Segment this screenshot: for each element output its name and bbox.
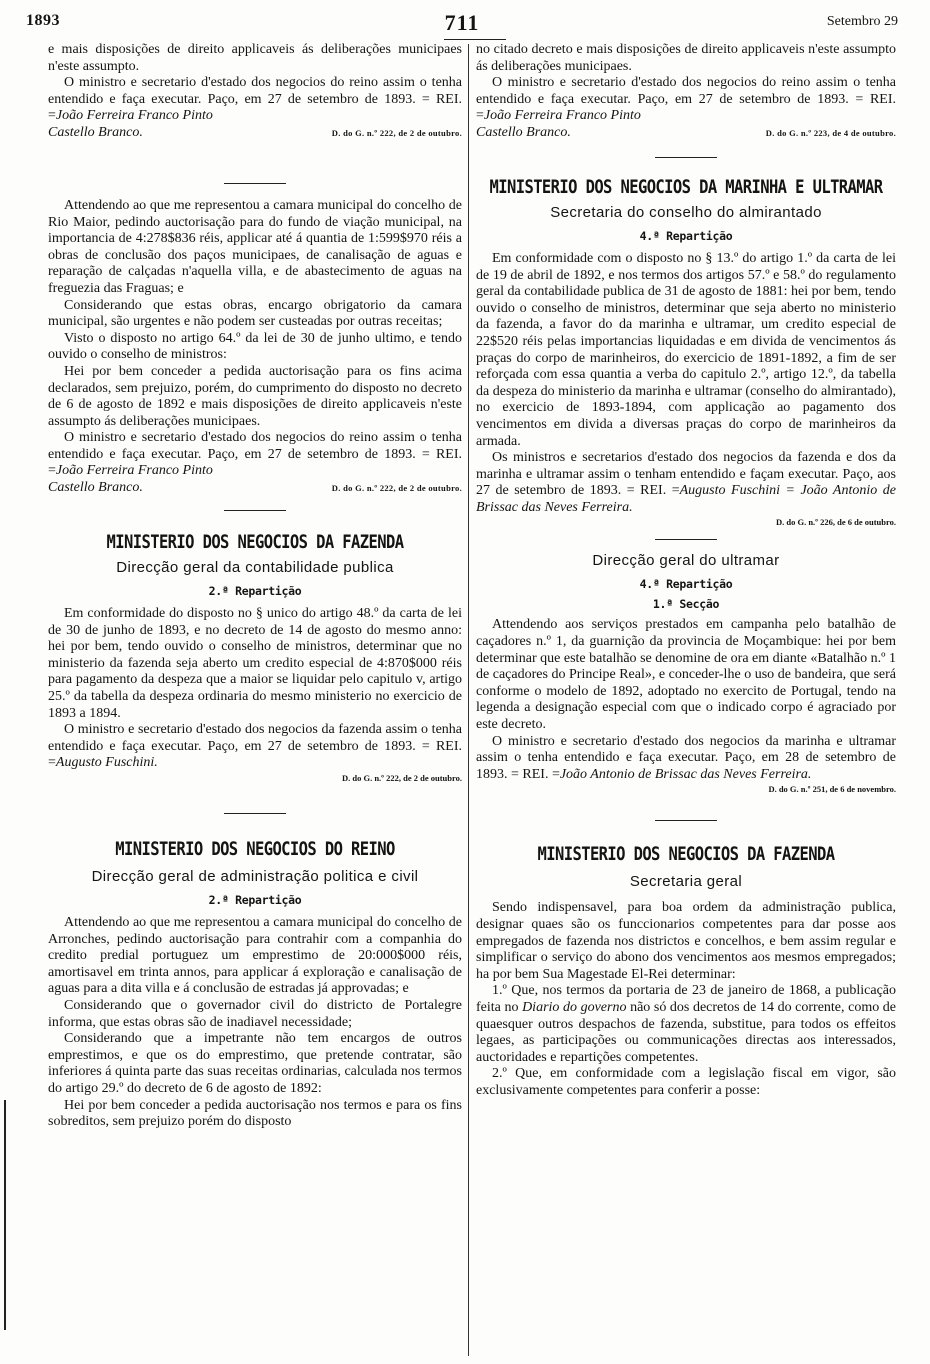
source-citation: D. do G. n.º 222, de 2 de outubro. — [331, 127, 462, 138]
signature-line — [476, 125, 896, 141]
signature-line — [48, 480, 462, 496]
page-edge-mark — [4, 1100, 6, 1330]
paragraph — [476, 734, 896, 784]
signature: João Ferreira Franco Pinto — [483, 108, 641, 124]
paragraph: Visto o disposto no artigo 64.º da lei de 30 de junho ultimo, e tendo ouvido o conselho de ministros: — [48, 330, 462, 363]
signature: Castello Branco. — [48, 124, 143, 140]
header-rule — [444, 39, 506, 40]
right-column — [476, 42, 896, 1360]
signature-line — [48, 125, 462, 141]
signature: Castello Branco. — [48, 480, 143, 496]
paragraph-text: O ministro e secretario d'estado dos negocios da fazenda assim o tenha entendido e faça executar. Paço, em 27 de setembro de 1893. = REI. = — [48, 722, 462, 771]
source-citation: D. do G. n.º 226, de 6 de outubro. — [775, 517, 896, 528]
paragraph-text: O ministro e secretario d'estado dos negocios da marinha e ultramar assim o tenha entendido e faça executar. Paço, em 28 de setembro de 1893. = REI. = — [476, 733, 896, 782]
signature: João Antonio de Brissac das Neves Ferreira. — [559, 766, 812, 782]
paragraph — [476, 450, 896, 516]
section-subheading: Direcção geral de administração politica e civil — [91, 868, 419, 885]
paragraph — [48, 75, 462, 125]
paragraph-text: O ministro e secretario d'estado dos negocios do reino assim o tenha entendido e faça executar. Paço, em 27 de setembro de 1893. = REI. = — [476, 75, 896, 124]
paragraph: e mais disposições de direito applicaveis ás deliberações municipaes n'este assumpto. — [48, 42, 462, 74]
paragraph: Em conformidade do disposto no § unico do artigo 48.º da carta de lei de 30 de junho de 1893, e no decreto de 14 de agosto do mesmo anno: hei por bem, tendo ouvido o conselho de ministros, determinar que no ministerio da fazenda seja aberto um credito especial de 4:870$000 réis para pagamento da despeza que a maior se liquidar pelo capitulo v, artigo 25.º da tabella da despeza ordinaria do mesmo ministerio no exercicio de 1893 a 1894. — [48, 606, 462, 721]
source-citation: D. do G. n.º 222, de 2 de outubro. — [331, 483, 462, 494]
section-subheading: Secretaria do conselho do almirantado — [550, 203, 822, 221]
paragraph-text: O ministro e secretario d'estado dos negocios do reino assim o tenha entendido e faça executar. Paço, em 27 de setembro de 1893. = REI. = — [48, 430, 462, 479]
ministry-heading: MINISTERIO DOS NEGOCIOS DA FAZENDA — [106, 531, 404, 553]
paragraph — [476, 75, 896, 125]
italic-title: Diario do governo — [522, 999, 627, 1015]
ministry-heading: MINISTERIO DOS NEGOCIOS DO REINO — [115, 838, 395, 860]
paragraph: Considerando que a impetrante não tem encargos de outros emprestimos, e que os do emprestimo, que pretende contratar, são inferiores á quinta parte das suas receitas ordinarias, calculada nos termos do artigo 29.º do decreto de 6 de agosto de 1892: — [48, 1031, 462, 1096]
signature: João Ferreira Franco Pinto — [55, 463, 213, 479]
paragraph-text: O ministro e secretario d'estado dos negocios do reino assim o tenha entendido e faça executar. Paço, em 27 de setembro de 1893. = REI. = — [48, 75, 462, 124]
source-citation: D. do G. n.º 223, de 4 de outubro. — [765, 127, 896, 138]
header-page-number: 711 — [444, 10, 480, 35]
paragraph — [48, 430, 462, 480]
paragraph: Em conformidade com o disposto no § 13.º do artigo 1.º da carta de lei de 19 de abril de 1892, e nos termos dos artigos 57.º e 58.º do regulamento geral da contabilidade publica de 31 de agosto de 1881: hei por bem, tendo ouvido o conselho de ministros, determinar que seja aberto no ministerio da fazenda, a favor do da marinha e ultramar, um credito especial de 22$520 réis pelas importancias liquidadas e em divida de vencimentos ás praças do corpo de marinheiros, do exercicio de 1891-1892, a fim de ser reforçada com essa quantia a verba do capitulo 2.º, artigo 12.º, da tabella da despeza do ministerio da marinha e ultramar (conselho do almirantado), no exercicio de 1893-1894, com applicação ao pagamento dos vencimentos em divida a diversas praças do corpo de marinheiros da armada. — [476, 250, 896, 449]
section-subheading: Direcção geral do ultramar — [592, 552, 780, 570]
repartition-heading: 2.ª Repartição — [208, 893, 302, 907]
paragraph: Sendo indispensavel, para boa ordem da administração publica, designar quaes são os funccionarios competentes para dar posse aos empregados de fazenda nos districtos e concelhos, e bem assim regular e simplificar o serviço do abono dos vencimentos aos mesmos empregados; ha por bem Sua Magestade El-Rei determinar: — [476, 900, 896, 982]
left-column — [48, 42, 462, 1360]
section-subheading: Direcção geral da contabilidade publica — [116, 559, 394, 577]
paragraph: Hei por bem conceder a pedida auctorisação para os fins acima declarados, sem prejuizo, porém, do cumprimento do disposto no decreto de 6 de agosto de 1892 e mais disposições de direito applicaveis n'este assumpto ás deliberações municipaes. — [48, 363, 462, 429]
repartition-heading: 4.ª Repartição — [639, 228, 733, 243]
paragraph: Hei por bem conceder a pedida auctorisação nos termos e para os fins sobreditos, sem prejuizo porém do disposto — [48, 1097, 462, 1130]
signature: Augusto Fuschini = João Antonio de Brissac das Neves Ferreira. — [476, 483, 896, 515]
section-label: 1.ª Secção — [652, 597, 720, 612]
ministry-heading: MINISTERIO DOS NEGOCIOS DA FAZENDA — [537, 843, 835, 866]
header-year: 1893 — [26, 12, 60, 29]
paragraph-text: Os ministros e secretarios d'estado dos negocios da fazenda e dos da marinha e ultramar assim o tenham entendido e façam executar. Paço, aos 27 de setembro de 1893. = REI. = — [476, 450, 896, 499]
paragraph — [48, 722, 462, 772]
paragraph: Considerando que o governador civil do districto de Portalegre informa, que estas obras são de inadiavel necessidade; — [48, 997, 462, 1030]
header-date: Setembro 29 — [826, 14, 898, 29]
signature: Castello Branco. — [476, 124, 571, 140]
source-citation: D. do G. n.º 222, de 2 de outubro. — [341, 773, 462, 783]
paragraph-text: não só dos decretos de 14 do corrente, como de quaesquer outros despachos de fazenda, substitue, para todos os effeitos legaes, as participações ou communicações directas aos interessados, auctoridades e repartições competentes. — [476, 999, 896, 1065]
section-subheading: Secretaria geral — [629, 873, 743, 891]
repartition-heading: 4.ª Repartição — [639, 577, 733, 592]
repartition-heading: 2.ª Repartição — [208, 584, 302, 599]
source-citation: D. do G. n.º 251, de 6 de novembro. — [768, 784, 896, 795]
signature: Augusto Fuschini. — [55, 755, 158, 771]
column-divider — [468, 44, 469, 1356]
paragraph: Considerando que estas obras, encargo obrigatorio da camara municipal, são urgentes e não podem ser custeadas por outras receitas; — [48, 297, 462, 330]
paragraph — [476, 983, 896, 1066]
paragraph: no citado decreto e mais disposições de direito applicaveis n'este assumpto ás deliberações municipaes. — [476, 42, 896, 74]
paragraph: 2.º Que, em conformidade com a legislação fiscal em vigor, são exclusivamente competentes para conferir a posse: — [476, 1066, 896, 1098]
paragraph: Attendendo aos serviços prestados em campanha pelo batalhão de caçadores n.º 1, da guarnição da provincia de Moçambique: hei por bem determinar que este batalhão se denomine de ora em diante «Batalhão n.º 1 de caçadores do Principe Real», e conceder-lhe o uso de bandeira, que será conforme o modelo de 1892, adoptado no exercito de Portugal, tendo na legenda a designação especial com que o indicado corpo é agraciado por este decreto. — [476, 617, 896, 733]
page-header — [26, 10, 898, 40]
paragraph: Attendendo ao que me representou a camara municipal do concelho de Rio Maior, pedindo auctorisação para do fundo de viação municipal, na importancia de 4:278$836 réis, applicar até á quantia de 1:599$970 réis a obras de conclusão dos paços municipaes, de canalisação de aguas e reparação de calçadas n'aquella villa, e de abastecimento de aguas na freguezia das Fraguas; e — [48, 197, 462, 296]
paragraph-text: 1.º Que, nos termos da portaria de 23 de janeiro de 1868, a publicação feita no — [476, 983, 896, 1015]
paragraph: Attendendo ao que me representou a camara municipal do concelho de Arronches, pedindo auctorisação para contrahir com a companhia do credito predial portuguez um emprestimo de 20:000$000 réis, amortisavel em trinta annos, para applicar á exploração e canalisação de aguas para a dita villa e á conclusão de estradas já approvadas; e — [48, 915, 462, 997]
signature: João Ferreira Franco Pinto — [55, 108, 213, 124]
ministry-heading: MINISTERIO DOS NEGOCIOS DA MARINHA E ULTRAMAR — [489, 176, 883, 198]
